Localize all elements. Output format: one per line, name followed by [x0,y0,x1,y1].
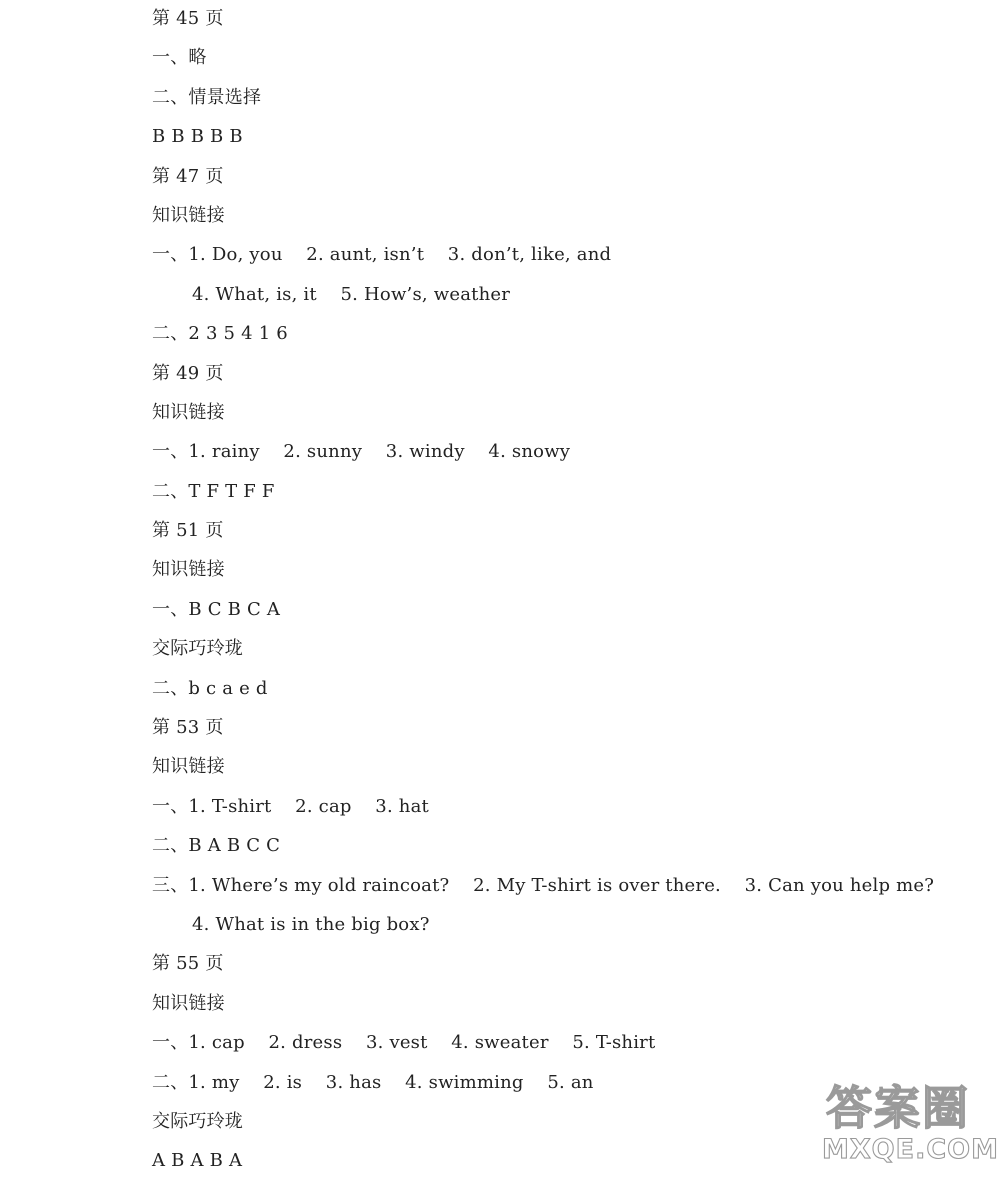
doc-line: 知识链接 [152,401,225,423]
doc-line: A B A B A [152,1150,243,1172]
doc-line: B B B B B [152,126,243,148]
doc-line: 4. What, is, it 5. How’s, weather [192,283,511,305]
doc-line: 知识链接 [152,204,225,226]
doc-line: 二、b c a e d [152,677,268,699]
doc-line: 第 47 页 [152,165,224,187]
doc-line: 知识链接 [152,992,225,1014]
doc-line: 一、略 [152,47,207,69]
doc-line: 一、1. Do, you 2. aunt, isn’t 3. don’t, like, and [152,244,612,266]
watermark-domain: MXQE.COM [822,1134,999,1165]
doc-line: 三、1. Where’s my old raincoat? 2. My T-shirt is over there. 3. Can you help me? [152,874,935,896]
doc-line: 第 49 页 [152,362,224,384]
doc-line: 第 55 页 [152,953,224,975]
doc-line: 第 51 页 [152,520,224,542]
doc-line: 一、B C B C A [152,598,281,620]
doc-line: 第 45 页 [152,8,224,29]
watermark-logo-text: 答案圈 [826,1081,970,1135]
doc-line: 二、B A B C C [152,835,281,857]
doc-line: 4. What is in the big box? [192,913,430,935]
doc-line: 知识链接 [152,756,225,778]
doc-line: 二、1. my 2. is 3. has 4. swimming 5. an [152,1071,594,1093]
doc-line: 知识链接 [152,559,225,581]
doc-line: 交际巧玲珑 [152,638,243,660]
doc-line: 二、T F T F F [152,480,275,502]
doc-line: 交际巧玲珑 [152,1110,243,1132]
doc-line: 一、1. T-shirt 2. cap 3. hat [152,795,429,817]
doc-line: 一、1. cap 2. dress 3. vest 4. sweater 5. T-shirt [152,1032,656,1054]
doc-line: 二、2 3 5 4 1 6 [152,323,288,345]
doc-line: 二、情景选择 [152,86,262,108]
answer-document [152,4,972,1186]
doc-line: 一、1. rainy 2. sunny 3. windy 4. snowy [152,441,571,463]
doc-line: 第 53 页 [152,717,224,739]
